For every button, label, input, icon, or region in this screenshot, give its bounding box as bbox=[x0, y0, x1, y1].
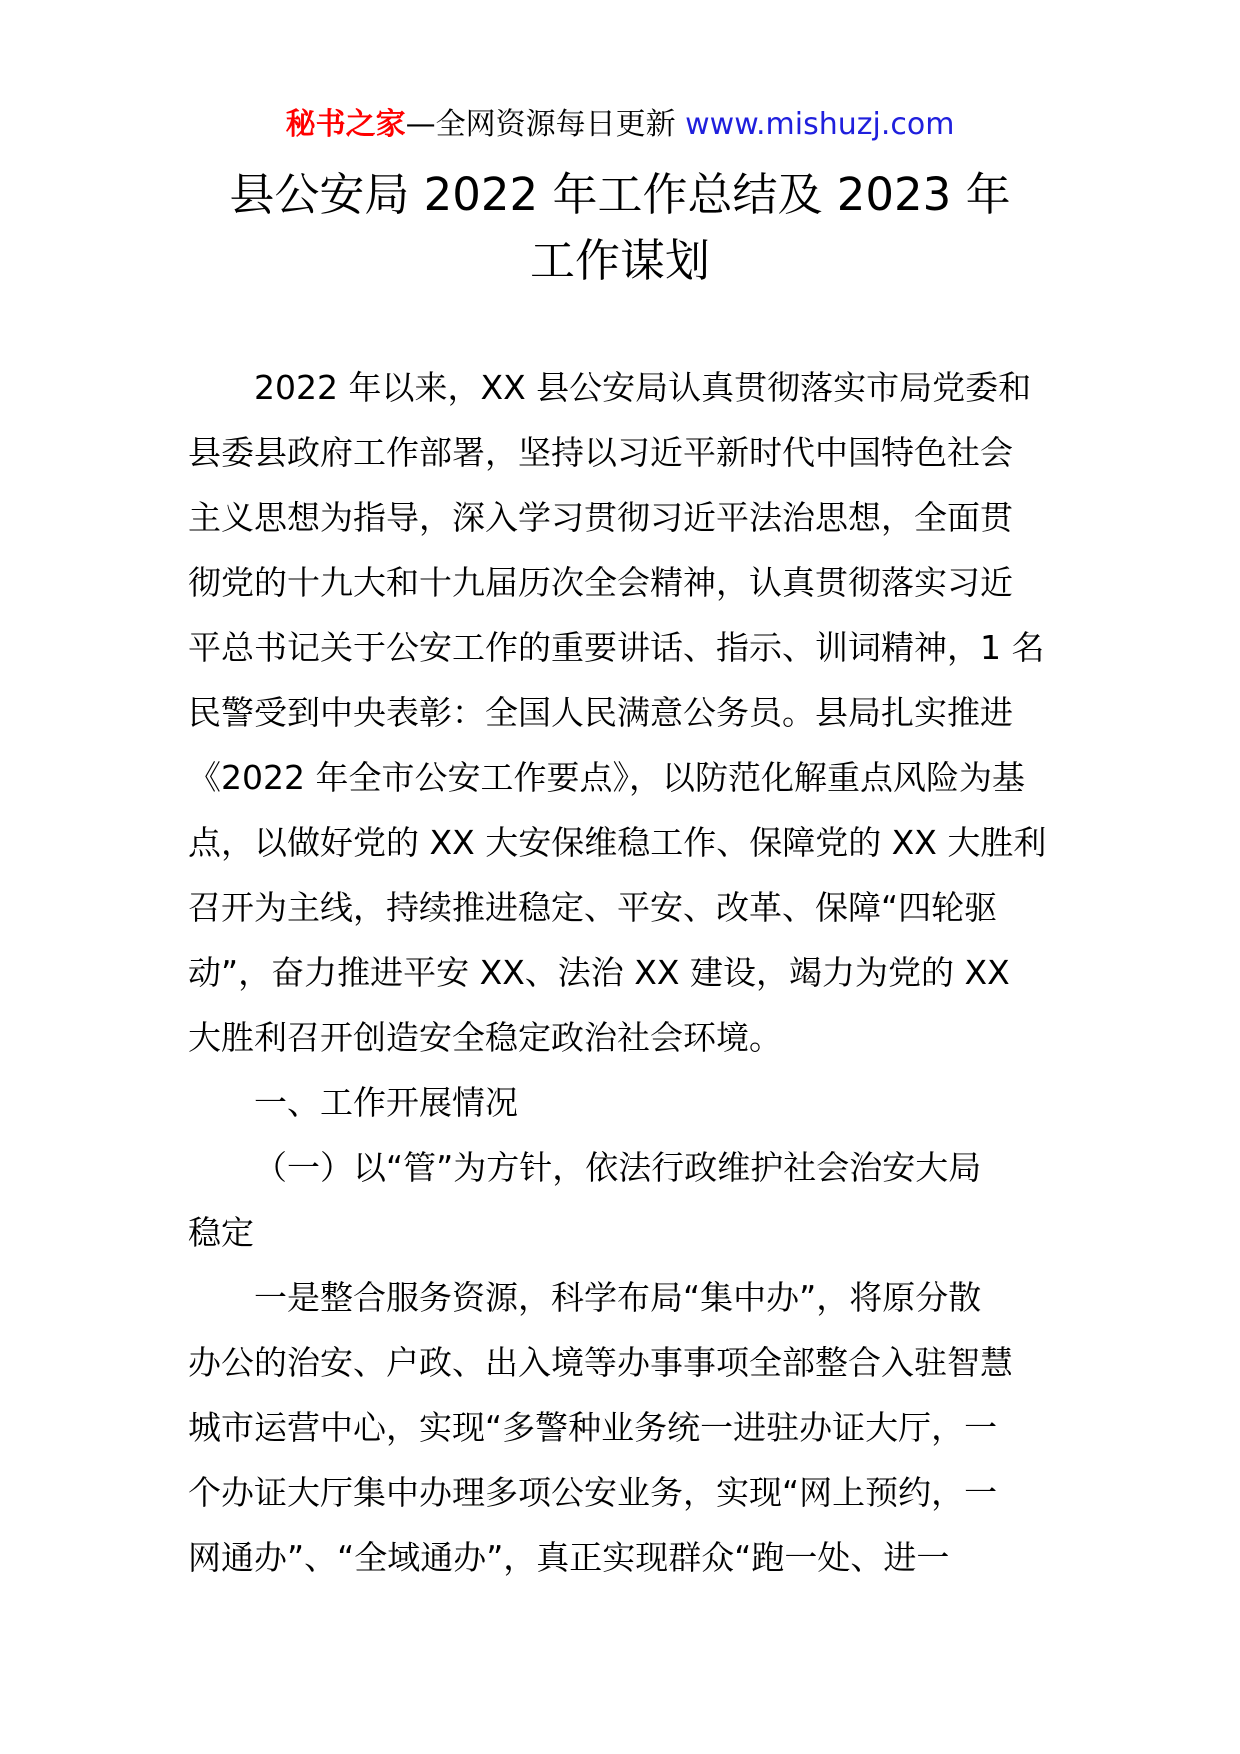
paragraph-line: 《2022 年全市公安工作要点》，以防范化解重点风险为基 bbox=[188, 758, 1025, 797]
site-header bbox=[0, 102, 1240, 148]
paragraph-line: 大胜利召开创造安全稳定政治社会环境。 bbox=[188, 1018, 782, 1057]
paragraph-line: 点，以做好党的 XX 大安保维稳工作、保障党的 XX 大胜利 bbox=[188, 823, 1047, 862]
paragraph-line: 办公的治安、户政、出入境等办事事项全部整合入驻智慧 bbox=[188, 1343, 1013, 1382]
subsection-heading-continued: 稳定 bbox=[188, 1213, 254, 1252]
brand-name: 秘书之家 bbox=[285, 107, 406, 142]
section-heading: 一、工作开展情况 bbox=[254, 1083, 518, 1122]
paragraph-line: 彻党的十九大和十九届历次全会精神，认真贯彻落实习近 bbox=[188, 563, 1013, 602]
site-url: www.mishuzj.com bbox=[685, 107, 955, 142]
subsection-heading: （一）以“管”为方针，依法行政维护社会治安大局 bbox=[254, 1148, 982, 1187]
paragraph-line: 平总书记关于公安工作的重要讲话、指示、训词精神，1 名 bbox=[188, 628, 1045, 667]
paragraph-line: 个办证大厅集中办理多项公安业务，实现“网上预约，一 bbox=[188, 1473, 998, 1512]
paragraph-line: 动”，奋力推进平安 XX、法治 XX 建设，竭力为党的 XX bbox=[188, 953, 1010, 992]
paragraph-line: 2022 年以来，XX 县公安局认真贯彻落实市局党委和 bbox=[254, 368, 1032, 407]
paragraph-line: 主义思想为指导，深入学习贯彻习近平法治思想，全面贯 bbox=[188, 498, 1013, 537]
paragraph-line: 民警受到中央表彰：全国人民满意公务员。县局扎实推进 bbox=[188, 693, 1013, 732]
paragraph-line: 网通办”、“全域通办”，真正实现群众“跑一处、进一 bbox=[188, 1538, 950, 1577]
paragraph-line: 县委县政府工作部署，坚持以习近平新时代中国特色社会 bbox=[188, 433, 1013, 472]
paragraph-line: 召开为主线，持续推进稳定、平安、改革、保障“四轮驱 bbox=[188, 888, 998, 927]
paragraph-line: 一是整合服务资源，科学布局“集中办”，将原分散 bbox=[254, 1278, 982, 1317]
header-tagline: —全网资源每日更新 bbox=[405, 107, 686, 142]
document-body bbox=[188, 355, 1048, 1590]
paragraph-line: 城市运营中心，实现“多警种业务统一进驻办证大厅，一 bbox=[188, 1408, 998, 1447]
document-title-line-1: 县公安局 2022 年工作总结及 2023 年 bbox=[229, 168, 1011, 221]
document-title-line-2: 工作谋划 bbox=[529, 234, 710, 287]
